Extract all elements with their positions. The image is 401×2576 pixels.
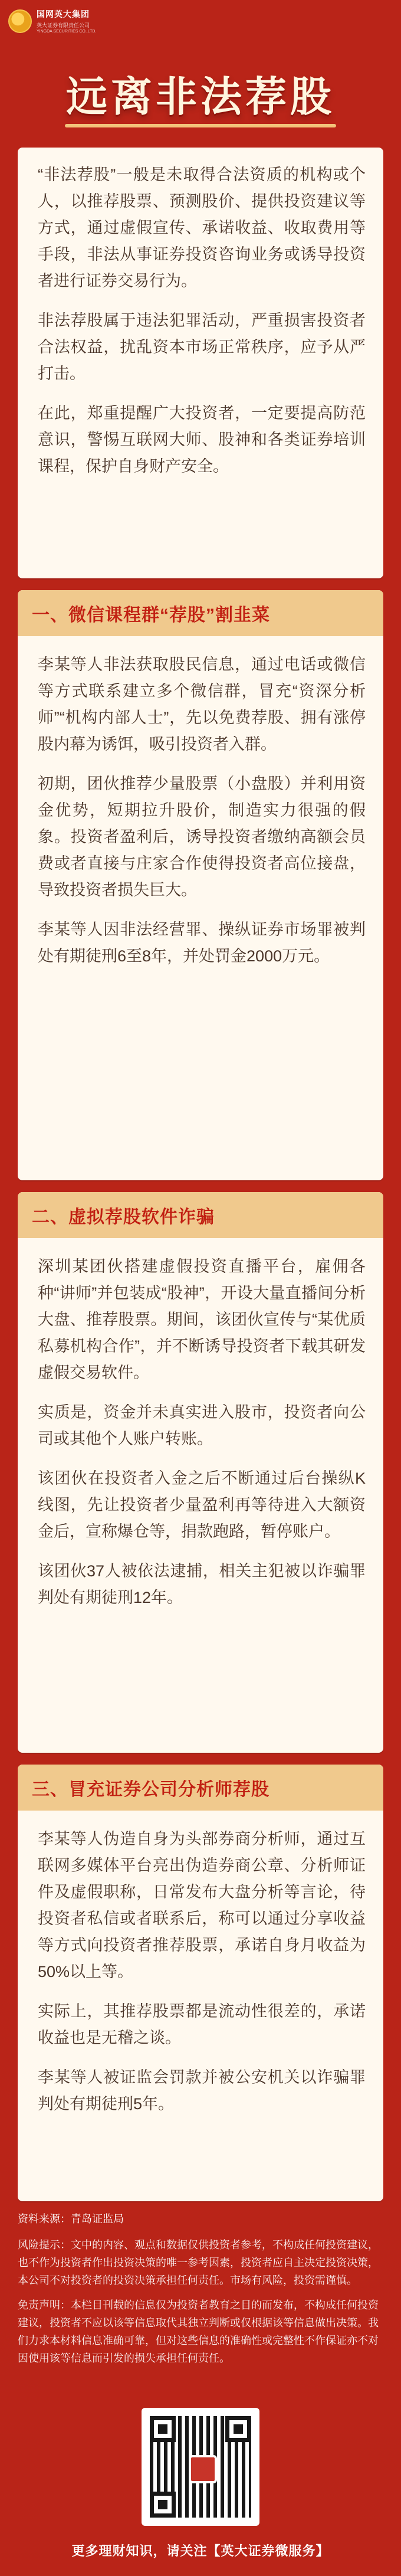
case-paragraph: 李某等人伪造自身为头部券商分析师，通过互联网多媒体平台亮出伪造券商公章、分析师证件及虚假职称，日常发布大盘分析等言论，待投资者私信或者联系后，称可以通过分享收益等方式向投资者推荐股票，承诺自身月收益为50%以上等。 bbox=[38, 1830, 366, 1981]
case-paragraph: 李某等人非法获取股民信息，通过电话或微信等方式联系建立多个微信群，冒充“资深分析师”“机构内部人士”，先以免费荐股、拥有涨停股内幕为诱饵，吸引投资者入群。 bbox=[38, 656, 366, 753]
case-heading: 一、微信课程群“荐股”割韭菜 bbox=[18, 590, 383, 636]
source-note: 资料来源：青岛证监局 bbox=[18, 2213, 124, 2225]
case-card-3 bbox=[18, 1765, 383, 2201]
follow-prompt: 更多理财知识，请关注【英大证券微服务】 bbox=[71, 2544, 330, 2558]
case-paragraph: 该团伙37人被依法逮捕，相关主犯被以诈骗罪判处有期徒刑12年。 bbox=[38, 1562, 366, 1606]
case-paragraph: 实质是，资金并未真实进入股市，投资者向公司或其他个人账户转账。 bbox=[38, 1403, 366, 1448]
intro-paragraph: “非法荐股”一般是未取得合法资质的机构或个人，以推荐股票、预测股价、提供投资建议等方式，通过虚假宣传、承诺收益、收取费用等手段，非法从事证券投资咨询业务或诱导投资者进行证券交易行为。 bbox=[38, 166, 366, 290]
qr-code[interactable] bbox=[142, 2408, 259, 2526]
qr-finder-icon bbox=[150, 2492, 176, 2518]
intro-card bbox=[18, 148, 383, 578]
logo-name: 国网英大集团 bbox=[37, 9, 90, 19]
case-paragraph: 李某等人被证监会罚款并被公安机关以诈骗罪判处有期徒刑5年。 bbox=[38, 2068, 366, 2113]
case-paragraph: 实际上，其推荐股票都是流动性很差的，承诺收益也是无稽之谈。 bbox=[38, 2002, 366, 2047]
footer-notes bbox=[18, 2210, 383, 2374]
logo-english: YINGDA SECURITIES CO.,LTD. bbox=[37, 30, 97, 34]
qr-finder-icon bbox=[225, 2416, 251, 2442]
case-paragraph: 初期，团伙推荐少量股票（小盘股）并利用资金优势，短期拉升股价，制造实力很强的假象。投资者盈利后，诱导投资者缴纳高额会员费或者直接与庄家合作使得投资者高位接盘，导致投资者损失巨大。 bbox=[38, 775, 366, 899]
case-paragraph: 深圳某团伙搭建虚假投资直播平台，雇佣各种“讲师”并包装成“股神”，开设大量直播间分析大盘、推荐股票。期间，该团伙宣传与“某优质私募机构合作”，并不断诱导投资者下载其研发虚假交易软件。 bbox=[38, 1258, 366, 1382]
qr-logo-icon bbox=[189, 2455, 217, 2483]
intro-paragraph: 在此，郑重提醒广大投资者，一定要提高防范意识，警惕互联网大师、股神和各类证券培训课程，保护自身财产安全。 bbox=[38, 404, 366, 475]
case-card-1 bbox=[18, 590, 383, 1180]
case-paragraph: 该团伙在投资者入金之后不断通过后台操纵K线图，先让投资者少量盈利再等待进入大额资金后，宣称爆仓等，捐款跑路，暂停账户。 bbox=[38, 1469, 366, 1540]
qr-finder-icon bbox=[150, 2416, 176, 2442]
disclaimer: 免责声明：本栏目刊载的信息仅为投资者教育之目的而发布，不构成任何投资建议，投资者不应以该等信息取代其独立判断或仅根据该等信息做出决策。我们力求本材料信息准确可靠，但对这些信息的准确性或完整性不作保证亦不对因使用该等信息而引发的损失承担任何责任。 bbox=[18, 2299, 379, 2364]
case-card-2 bbox=[18, 1192, 383, 1753]
page-title: 远离非法荐股 bbox=[66, 74, 335, 120]
intro-paragraph: 非法荐股属于违法犯罪活动，严重损害投资者合法权益，扰乱资本市场正常秩序，应予从严打击。 bbox=[38, 312, 366, 382]
logo-emblem-icon bbox=[8, 9, 32, 33]
case-heading: 二、虚拟荐股软件诈骗 bbox=[18, 1192, 383, 1238]
case-heading: 三、冒充证券公司分析师荐股 bbox=[18, 1765, 383, 1811]
company-logo bbox=[8, 8, 96, 34]
logo-subname: 英大证券有限责任公司 bbox=[37, 22, 90, 28]
case-paragraph: 李某等人因非法经营罪、操纵证券市场罪被判处有期徒刑6至8年，并处罚金2000万元。 bbox=[38, 921, 366, 965]
title-underline bbox=[65, 124, 336, 127]
risk-warning: 风险提示：文中的内容、观点和数据仅供投资者参考，不构成任何投资建议，也不作为投资者作出投资决策的唯一参考因素，投资者应自主决定投资决策，本公司不对投资者的投资决策承担任何责任。市场有风险，投资需谨慎。 bbox=[18, 2239, 379, 2286]
